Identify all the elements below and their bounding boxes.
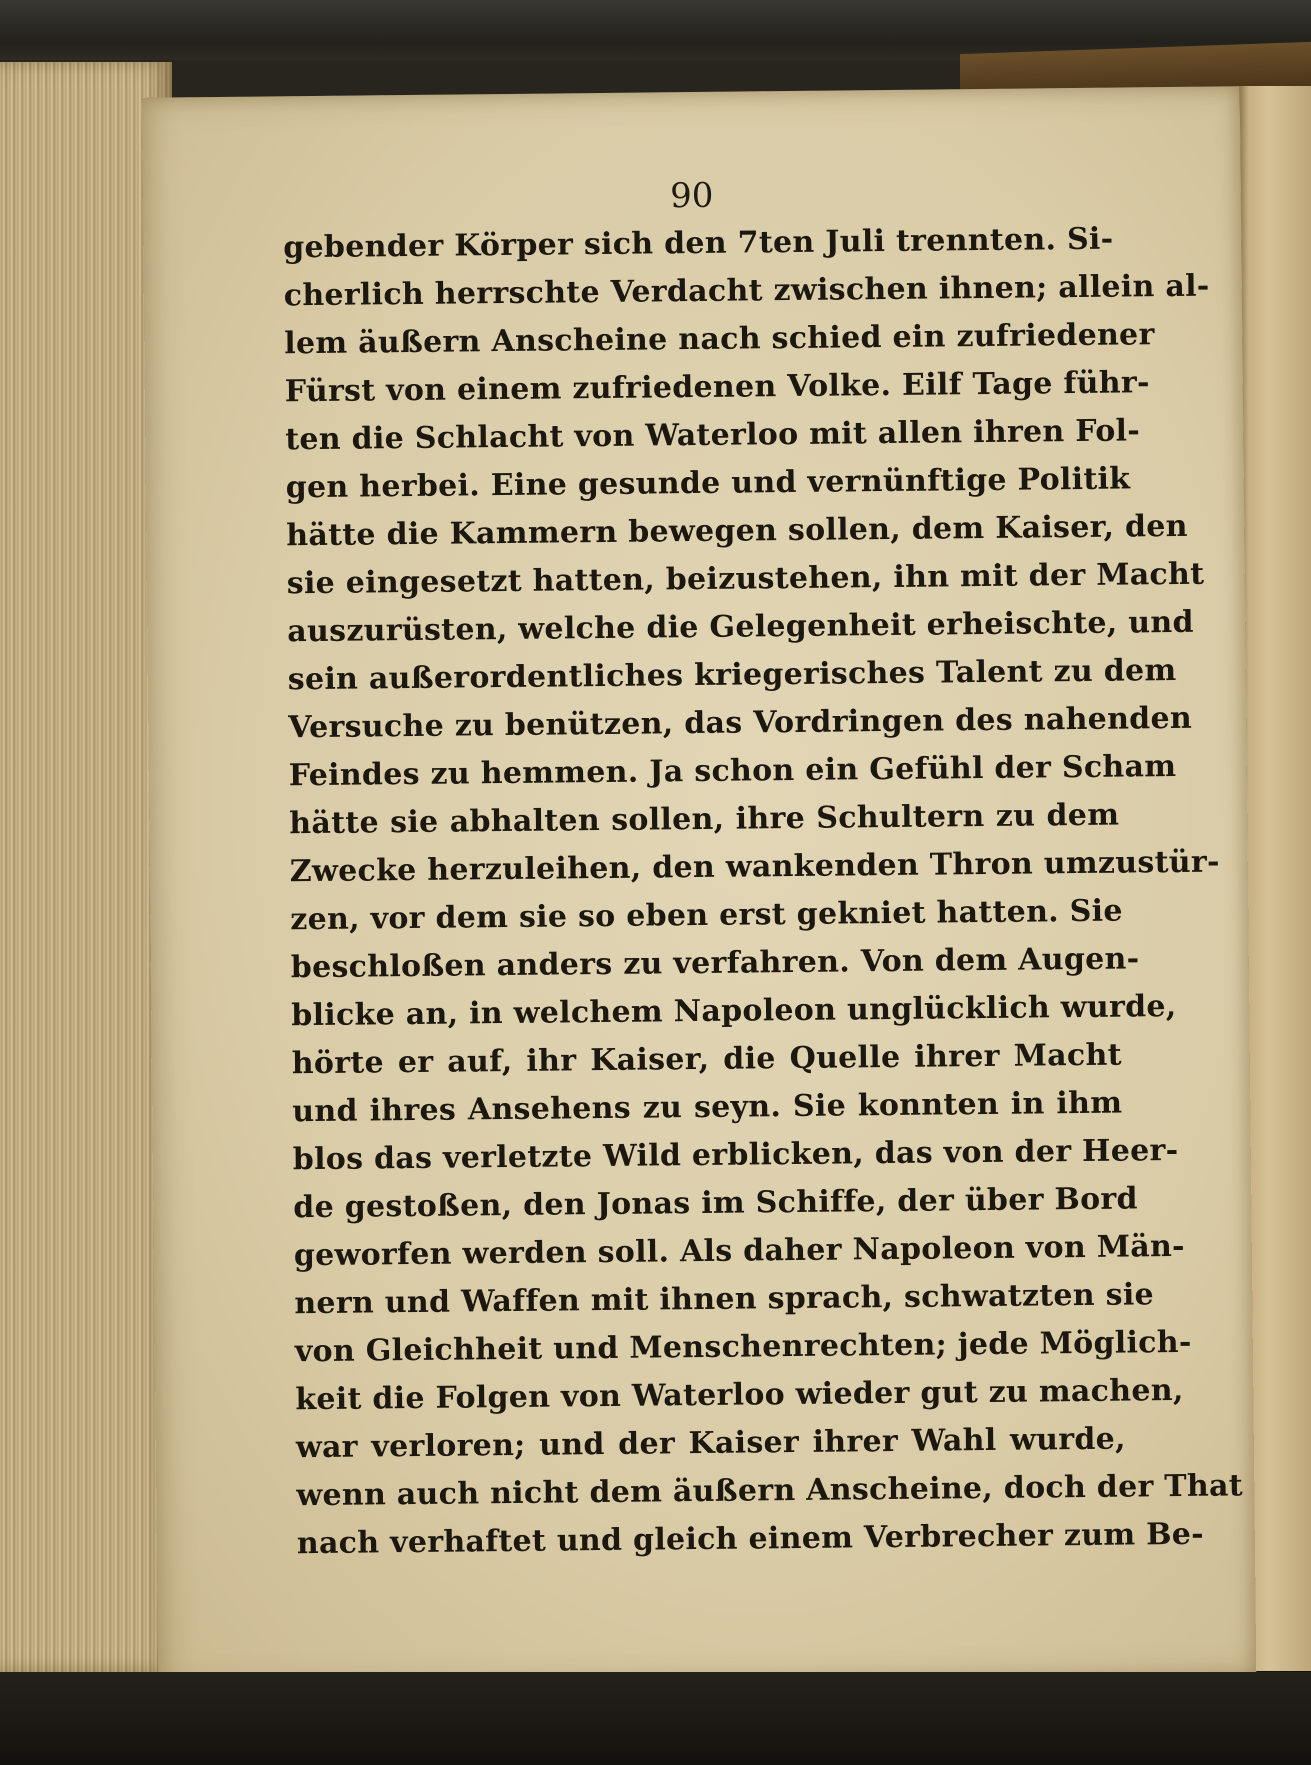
text-line: Fürst von einem zufriedenen Volke. Eilf Tage führ-	[284, 365, 1150, 410]
text-line: sein außerordentliches kriegerisches Talent zu dem	[287, 652, 1177, 698]
text-line: blicke an, in welchem Napoleon unglücklich wurde,	[291, 989, 1177, 1034]
text-line: war verloren; und der Kaiser ihrer Wahl wurde,	[295, 1421, 1126, 1466]
text-line: von Gleichheit und Menschenrechten; jede Möglich-	[294, 1324, 1192, 1370]
text-line: lem äußern Anscheine nach schied ein zufriedener	[284, 317, 1155, 362]
page-number: 90	[669, 175, 714, 217]
text-line: Feindes zu hemmen. Ja schon ein Gefühl der Scham	[288, 748, 1177, 794]
text-line: cherlich herrschte Verdacht zwischen ihnen; allein al-	[283, 268, 1210, 314]
text-line: ten die Schlacht von Waterloo mit allen ihren Fol-	[285, 413, 1141, 458]
page-text	[283, 216, 1244, 1569]
text-line: hätte sie abhalten sollen, ihre Schultern zu dem	[289, 797, 1120, 842]
text-line: zen, vor dem sie so eben erst gekniet hatten. Sie	[290, 893, 1123, 938]
text-line: nach verhaftet und gleich einem Verbrecher zum Be-	[296, 1516, 1205, 1562]
text-line: Versuche zu benützen, das Vordringen des nahenden	[288, 700, 1193, 746]
text-line: hörte er auf, ihr Kaiser, die Quelle ihrer Macht	[291, 1037, 1122, 1082]
text-line: gen herbei. Eine gesunde und vernünftige Politik	[285, 461, 1131, 506]
text-line: hätte die Kammern bewegen sollen, dem Kaiser, den	[286, 508, 1188, 554]
text-line: blos das verletzte Wild erblicken, das von der Heer-	[292, 1132, 1179, 1178]
bottom-backdrop	[0, 1672, 1311, 1765]
text-line: wenn auch nicht dem äußern Anscheine, doch der That	[296, 1468, 1244, 1514]
text-line: geworfen werden soll. Als daher Napoleon von Män-	[293, 1228, 1186, 1274]
text-line: und ihres Ansehens zu seyn. Sie konnten in ihm	[292, 1085, 1123, 1130]
text-line: auszurüsten, welche die Gelegenheit erheischte, und	[287, 604, 1194, 650]
text-line: beschloßen anders zu verfahren. Von dem Augen-	[290, 941, 1140, 986]
text-line: nern und Waffen mit ihnen sprach, schwatzten sie	[294, 1277, 1155, 1322]
text-line: Zwecke herzuleihen, den wankenden Thron umzustür-	[289, 844, 1220, 890]
text-line: gebender Körper sich den 7ten Juli trennten. Si-	[283, 221, 1114, 266]
text-line: de gestoßen, den Jonas im Schiffe, der über Bord	[293, 1181, 1138, 1226]
book-page	[142, 86, 1257, 1687]
text-line: sie eingesetzt hatten, beizustehen, ihn mit der Macht	[286, 556, 1205, 602]
text-line: keit die Folgen von Waterloo wieder gut zu machen,	[295, 1372, 1184, 1418]
